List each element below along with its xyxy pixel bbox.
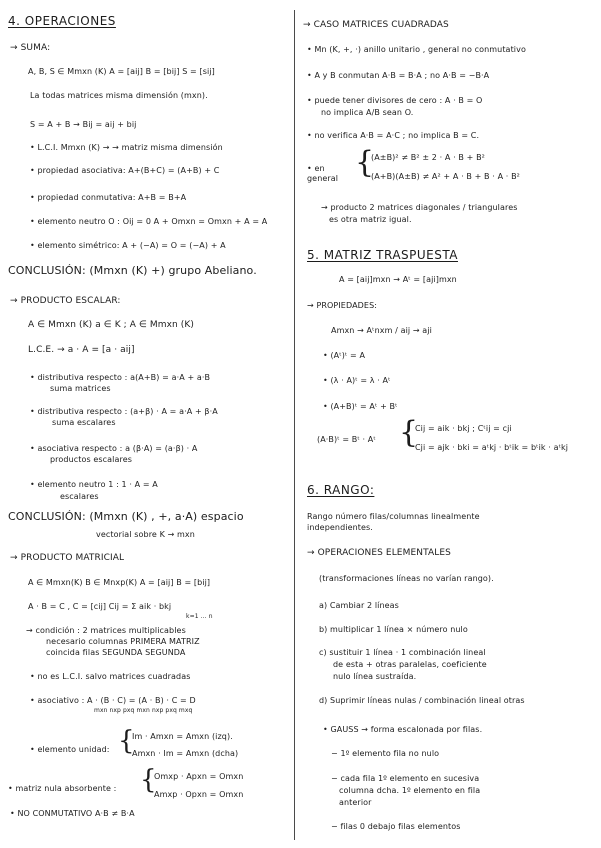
matricial-condicion-3: coincida filas SEGUNDA SEGUNDA	[46, 648, 186, 657]
matricial-unidad-label: • elemento unidad:	[30, 745, 110, 754]
escalar-definition: A ∈ Mmxn (K) a ∈ K ; A ∈ Mmxn (K)	[28, 320, 195, 330]
escalar-lce: L.C.E. → a · A = [a · aij]	[28, 345, 135, 355]
traspuesta-prop-4-line-1: Cij = aik · bkj ; Cᵗij = cji	[415, 424, 512, 433]
rango-definition: Rango número filas/columnas linealmente	[307, 512, 480, 521]
operacion-b: b) multiplicar 1 línea × número nulo	[319, 625, 468, 634]
conclusion-espacio-vectorial-sub: vectorial sobre K → mxn	[96, 530, 195, 539]
conclusion-espacio-vectorial: CONCLUSIÓN: (Mmxn (K) , +, a·A) espacio	[8, 510, 244, 523]
suma-neutro: • elemento neutro O : Oij = 0 A + Omxn = Omxn + A = A	[30, 217, 268, 226]
escalar-asociativa: • asociativa respecto : a (β·A) = (a·β) · A	[30, 444, 198, 453]
suma-conmutativa: • propiedad conmutativa: A+B = B+A	[30, 193, 187, 202]
cuadradas-divisores: • puede tener divisores de cero : A · B = O	[307, 96, 483, 105]
cuadradas-conmutan: • A y B conmutan A·B = B·A ; no A·B = −B·A	[307, 71, 490, 80]
gauss-heading: • GAUSS → forma escalonada por filas.	[323, 725, 483, 734]
suma-asociativa: • propiedad asociativa: A+(B+C) = (A+B) + C	[30, 166, 220, 175]
cuadradas-diagonales: → producto 2 matrices diagonales / triangulares	[321, 203, 518, 212]
matricial-unidad-dcha: Amxn · Im = Amxn (dcha)	[132, 749, 239, 758]
matricial-nula-1: Omxp · Apxn = Omxn	[154, 772, 244, 781]
suma-lci: • L.C.I. Mmxn (K) → → matriz misma dimensión	[30, 143, 223, 152]
producto-escalar-heading: → PRODUCTO ESCALAR:	[10, 296, 121, 306]
operacion-c-2: de esta + otras paralelas, coeficiente	[333, 660, 487, 669]
suma-heading: → SUMA:	[10, 43, 51, 53]
matricial-condicion: → condición : 2 matrices multiplicables	[26, 626, 186, 635]
cuadradas-general-2: (A+B)(A±B) ≠ A² + A · B + B · A · B²	[371, 172, 520, 181]
rango-definition-2: independientes.	[307, 523, 373, 532]
escalar-distributiva-1-sub: suma matrices	[50, 384, 111, 393]
cuadradas-diagonales-2: es otra matriz igual.	[329, 215, 412, 224]
escalar-neutro-sub: escalares	[60, 492, 99, 501]
gauss-rule-1: − 1º elemento fila no nulo	[331, 749, 440, 758]
suma-definition: A, B, S ∈ Mmxn (K) A = [aij] B = [bij] S = [sij]	[28, 67, 215, 76]
section-6-title: 6. RANGO:	[307, 483, 375, 497]
matricial-nula-2: Amxp · Opxn = Omxn	[154, 790, 244, 799]
matricial-no-lci: • no es L.C.I. salvo matrices cuadradas	[30, 672, 191, 681]
unidad-brace: {	[118, 726, 135, 756]
matricial-asociativo: • asociativo : A · (B · C) = (A · B) · C = D	[30, 696, 196, 705]
cuadradas-general-1: (A±B)² ≠ B² ± 2 · A · B + B²	[371, 153, 485, 162]
operacion-d: d) Suprimir líneas nulas / combinación lineal otras	[319, 696, 525, 705]
matricial-sum-limits: k=1 … n	[186, 613, 213, 620]
cuadradas-divisores-2: no implica A/B sean O.	[321, 108, 414, 117]
suma-note: La todas matrices misma dimensión (mxn).	[30, 91, 208, 100]
propiedades-heading: → PROPIEDADES:	[307, 301, 378, 310]
escalar-neutro: • elemento neutro 1 : 1 · A = A	[30, 480, 158, 489]
escalar-asociativa-sub: productos escalares	[50, 455, 132, 464]
conclusion-grupo-abeliano: CONCLUSIÓN: (Mmxn (K) +) grupo Abeliano.	[8, 264, 257, 277]
traspuesta-prop-2: • (λ · A)ᵗ = λ · Aᵗ	[323, 376, 391, 385]
matricial-definition: A ∈ Mmxn(K) B ∈ Mnxp(K) A = [aij] B = [bij]	[28, 578, 211, 587]
suma-simetrico: • elemento simétrico: A + (−A) = O = (−A) + A	[30, 241, 226, 250]
matricial-asociativo-dims: mxn nxp pxq mxn nxp pxq mxq	[94, 707, 193, 714]
section-4-title: 4. OPERACIONES	[8, 14, 116, 28]
operaciones-elementales-sub: (transformaciones líneas no varían rango).	[319, 574, 494, 583]
operacion-c-1: c) sustituir 1 línea · 1 combinación lineal	[319, 648, 486, 657]
cuadradas-anillo: • Mn (K, +, ·) anillo unitario , general no conmutativo	[307, 45, 526, 54]
general-brace: {	[355, 145, 375, 180]
matrices-cuadradas-heading: → CASO MATRICES CUADRADAS	[303, 20, 449, 30]
traspuesta-map: Amxn → Aᵗnxm / aij → aji	[331, 326, 432, 335]
suma-formula: S = A + B → Bij = aij + bij	[30, 120, 137, 129]
traspuesta-prop-3: • (A+B)ᵗ = Aᵗ + Bᵗ	[323, 402, 398, 411]
gauss-rule-2: − cada fila 1º elemento en sucesiva	[331, 774, 480, 783]
traspuesta-definition: A = [aij]mxn → Aᵗ = [aji]mxn	[339, 275, 457, 284]
matricial-formula: A · B = C , C = [cij] Cij = Σ aik · bkj	[28, 602, 172, 611]
escalar-distributiva-2: • distributiva respecto : (a+β) · A = a·A + β·A	[30, 407, 218, 416]
cuadradas-general-label: • en general	[307, 164, 339, 183]
matricial-unidad-izq: Im · Amxn = Amxn (izq).	[132, 732, 233, 741]
escalar-distributiva-2-sub: suma escalares	[52, 418, 116, 427]
operacion-c-3: nulo línea sustraída.	[333, 672, 417, 681]
operaciones-elementales-heading: → OPERACIONES ELEMENTALES	[307, 548, 451, 558]
traspuesta-prop-1: • (Aᵗ)ᵗ = A	[323, 351, 366, 360]
traspuesta-prop-4-line-2: Cji = ajk · bki = aᵗkj · bᵗik = bᵗik · aᵗkj	[415, 443, 569, 452]
traspuesta-brace: {	[399, 415, 419, 450]
column-divider	[294, 10, 295, 840]
matricial-no-conmutativo: • NO CONMUTATIVO A·B ≠ B·A	[10, 809, 135, 818]
gauss-rule-3: − filas 0 debajo filas elementos	[331, 822, 461, 831]
cuadradas-cancelacion: • no verifica A·B = A·C ; no implica B = C.	[307, 131, 480, 140]
nula-brace: {	[140, 765, 157, 795]
matricial-nula-label: • matriz nula absorbente :	[8, 784, 117, 793]
escalar-distributiva-1: • distributiva respecto : a(A+B) = a·A + a·B	[30, 373, 211, 382]
traspuesta-prop-4: (A·B)ᵗ = Bᵗ · Aᵗ	[317, 435, 376, 444]
producto-matricial-heading: → PRODUCTO MATRICIAL	[10, 553, 125, 563]
gauss-rule-2-line-3: anterior	[339, 798, 372, 807]
matricial-condicion-2: necesario columnas PRIMERA MATRIZ	[46, 637, 200, 646]
section-5-title: 5. MATRIZ TRASPUESTA	[307, 248, 458, 262]
gauss-rule-2-line-2: columna dcha. 1º elemento en fila	[339, 786, 481, 795]
operacion-a: a) Cambiar 2 líneas	[319, 601, 399, 610]
